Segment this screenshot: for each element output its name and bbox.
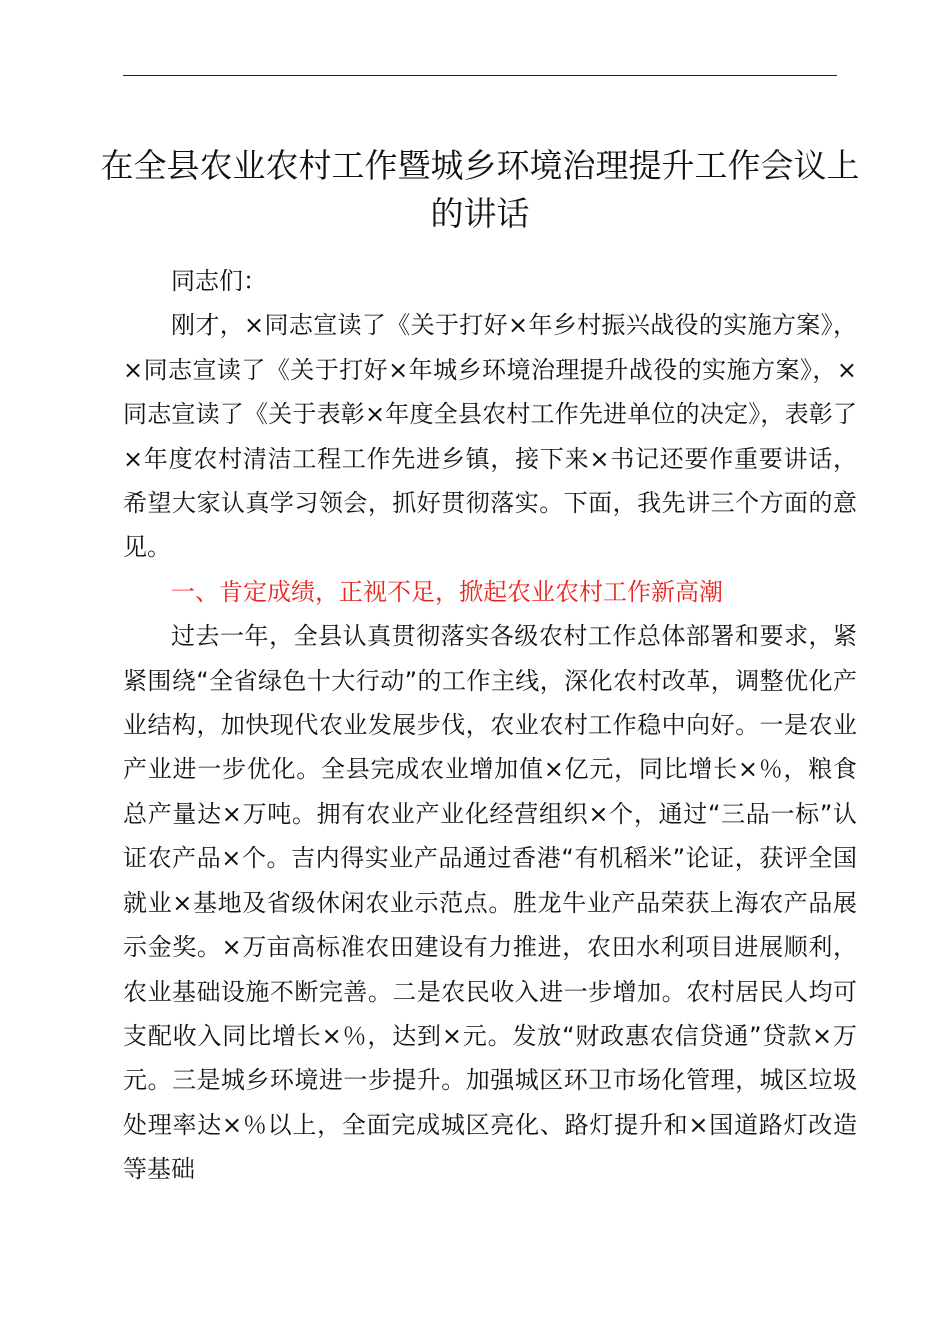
section-heading: 一、肯定成绩，正视不足，掀起农业农村工作新高潮 <box>171 577 723 606</box>
opening-paragraph: 刚才，×同志宣读了《关于打好×年乡村振兴战役的实施方案》，×同志宣读了《关于打好×年城乡环境治理提升战役的实施方案》，×同志宣读了《关于表彰×年度全县农村工作先进单位的决定》，表彰了×年度农村清洁工程工作先进乡镇，接下来×书记还要作重要讲话，希望大家认真学习领会，抓好贯彻落实。下面，我先讲三个方面的意见。 <box>123 311 857 562</box>
document-body <box>123 259 857 1192</box>
section-body-paragraph: 过去一年，全县认真贯彻落实各级农村工作总体部署和要求，紧紧围绕“全省绿色十大行动”的工作主线，深化农村改革，调整优化产业结构，加快现代农业发展步伐，农业农村工作稳中向好。一是农业产业进一步优化。全县完成农业增加值×亿元，同比增长×％，粮食总产量达×万吨。拥有农业产业化经营组织×个，通过“三品一标”认证农产品×个。吉内得实业产品通过香港“有机稻米”论证，获评全国就业×基地及省级休闲农业示范点。胜龙牛业产品荣获上海农产品展示金奖。×万亩高标准农田建设有力推进，农田水利项目进展顺利，农业基础设施不断完善。二是农民收入进一步增加。农村居民人均可支配收入同比增长×％，达到×元。发放“财政惠农信贷通”贷款×万元。三是城乡环境进一步提升。加强城区环卫市场化管理，城区垃圾处理率达×％以上，全面完成城区亮化、路灯提升和×国道路灯改造等基础 <box>123 622 857 1184</box>
page-title: 在全县农业农村工作暨城乡环境治理提升工作会议上的讲话 <box>100 146 860 233</box>
salutation: 同志们： <box>171 267 267 295</box>
header-rule <box>123 75 837 76</box>
